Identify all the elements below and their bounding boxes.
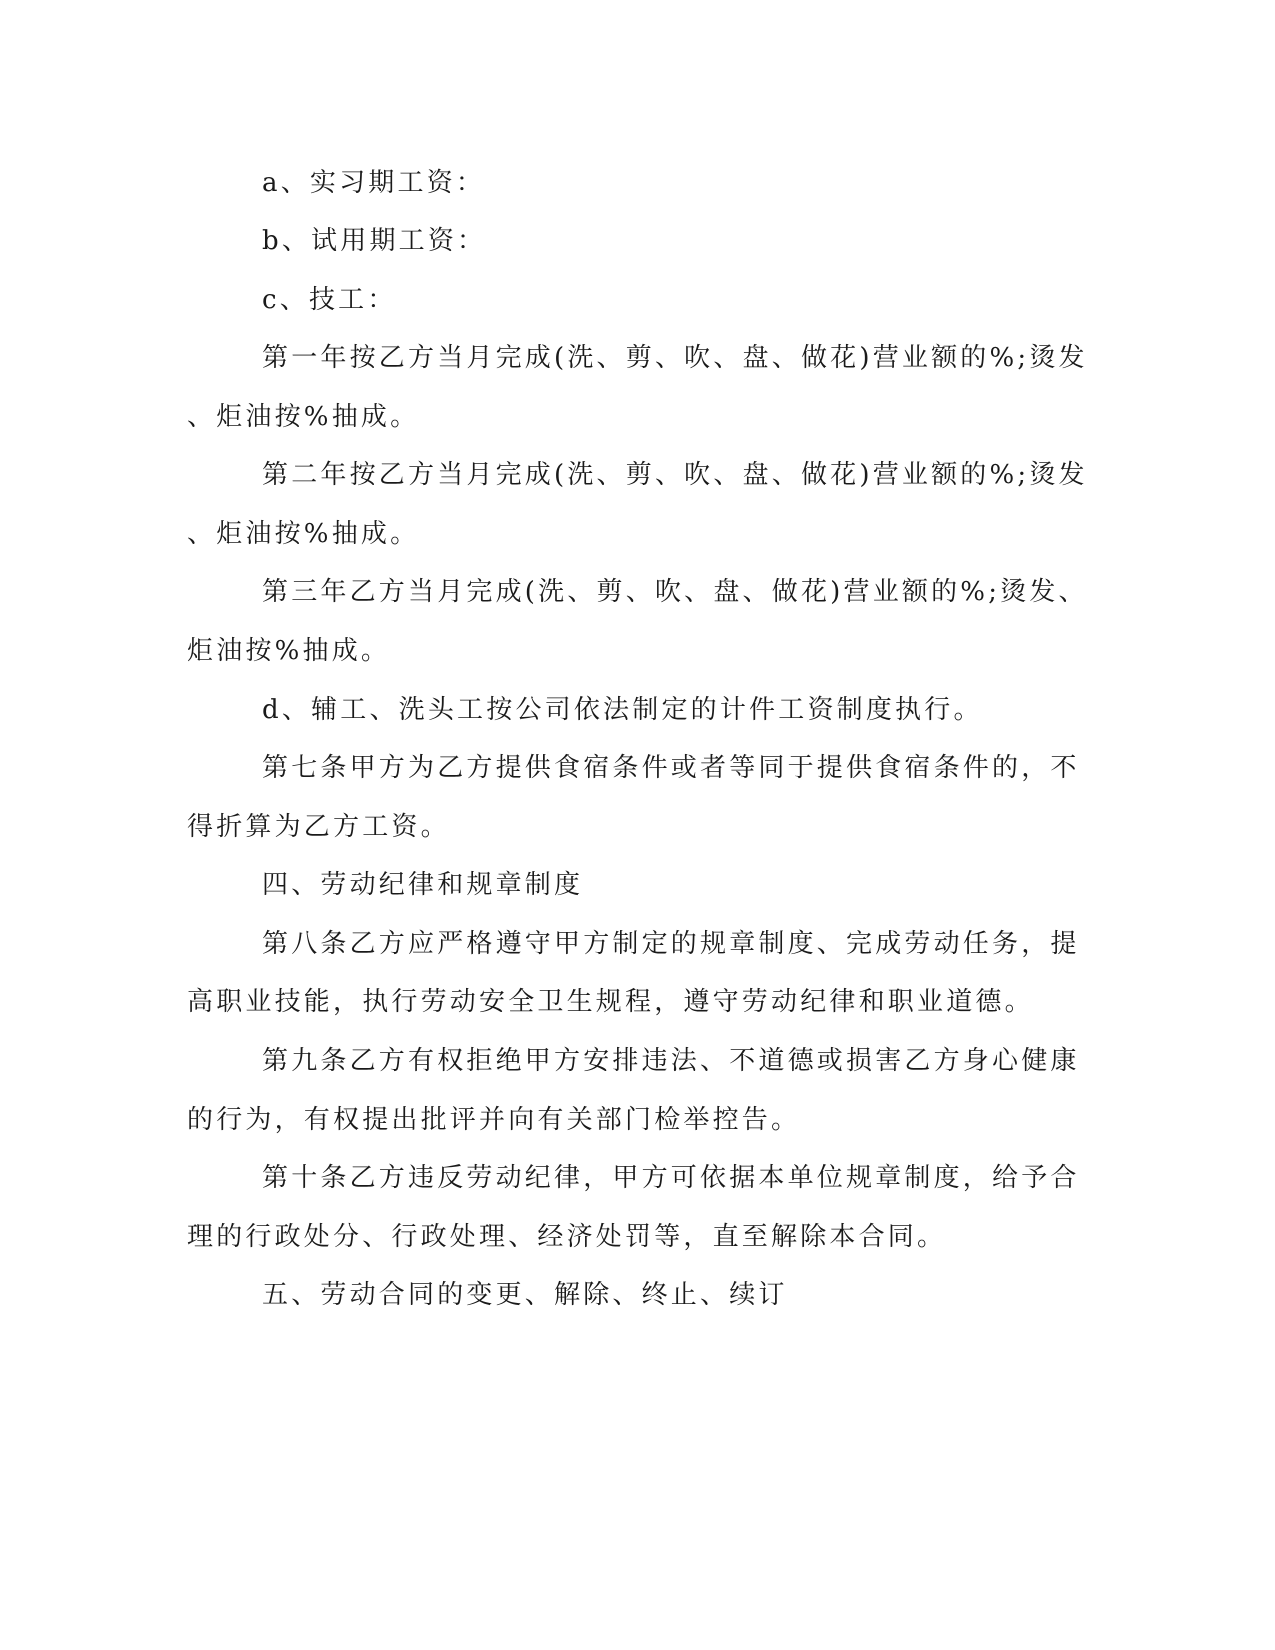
article-10: 第十条乙方违反劳动纪律，甲方可依据本单位规章制度，给予合 [262,1163,1080,1193]
year-three-paragraph: 第三年乙方当月完成(洗、剪、吹、盘、做花)营业额的%;烫发、 [262,577,1088,607]
article-8: 第八条乙方应严格遵守甲方制定的规章制度、完成劳动任务，提 [262,929,1080,959]
wage-item-b: b、试用期工资： [262,226,487,256]
article-9: 第九条乙方有权拒绝甲方安排违法、不道德或损害乙方身心健康 [262,1046,1080,1076]
article-7-cont: 得折算为乙方工资。 [187,812,450,842]
article-8-cont: 高职业技能，执行劳动安全卫生规程，遵守劳动纪律和职业道德。 [187,987,1034,1017]
year-two-paragraph: 第二年按乙方当月完成(洗、剪、吹、盘、做花)营业额的%;烫发 [262,460,1088,490]
article-9-cont: 的行为，有权提出批评并向有关部门检举控告。 [187,1105,801,1135]
article-7: 第七条甲方为乙方提供食宿条件或者等同于提供食宿条件的，不 [262,753,1080,783]
year-two-paragraph-cont: 、炬油按%抽成。 [187,519,420,549]
article-10-cont: 理的行政处分、行政处理、经济处罚等，直至解除本合同。 [187,1222,947,1252]
wage-item-d: d、辅工、洗头工按公司依法制定的计件工资制度执行。 [262,695,983,725]
section-5-heading: 五、劳动合同的变更、解除、终止、续订 [262,1280,788,1310]
wage-item-a: a、实习期工资： [262,168,486,198]
year-three-paragraph-cont: 炬油按%抽成。 [187,636,391,666]
year-one-paragraph-cont: 、炬油按%抽成。 [187,402,420,432]
year-one-paragraph: 第一年按乙方当月完成(洗、剪、吹、盘、做花)营业额的%;烫发 [262,343,1088,373]
wage-item-c: c、技工： [262,285,397,315]
section-4-heading: 四、劳动纪律和规章制度 [262,870,584,900]
